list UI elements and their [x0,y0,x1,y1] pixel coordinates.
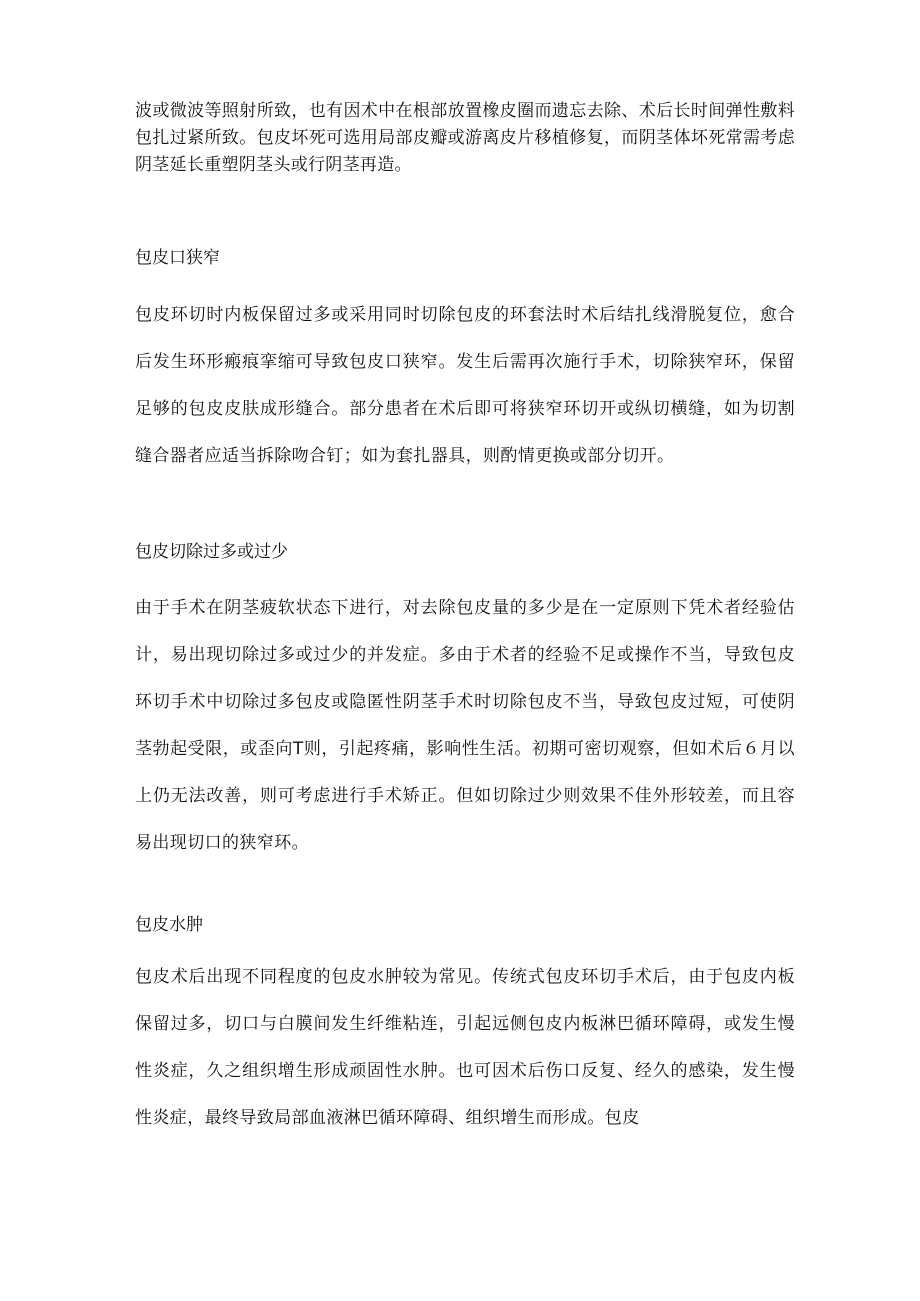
intro-paragraph: 波或微波等照射所致，也有因术中在根部放置橡皮圈而遗忘去除、术后长时间弹性敷料包扎过紧所致。包皮坏死可选用局部皮瓣或游离皮片移植修复，而阴茎体坏死常需考虑阴茎延长重塑阴茎头或行阴茎再造。 [135,101,795,175]
heading-prepuce-stenosis: 包皮口狭窄 [135,248,220,268]
document-page [135,98,795,1142]
paragraph-prepuce-stenosis: 包皮环切时内板保留过多或采用同时切除包皮的环套法时术后结扎线滑脱复位，愈合后发生环形瘢痕挛缩可导致包皮口狭窄。发生后需再次施行手术，切除狭窄环，保留足够的包皮皮肤成形缝合。部分患者在术后即可将狭窄环切开或纵切横缝，如为切割缝合器者应适当拆除吻合钉；如为套扎器具，则酌情更换或部分切开。 [135,305,795,466]
paragraph-excision-amount: 由于手术在阴茎疲软状态下进行，对去除包皮量的多少是在一定原则下凭术者经验估计，易出现切除过多或过少的并发症。多由于术者的经验不足或操作不当，导致包皮环切手术中切除过多包皮或隐匿性阴茎手术时切除包皮不当，导致包皮过短，可使阴茎勃起受限，或歪向Τ则，引起疼痛，影响性生活。初期可密切观察，但如术后６月以上仍无法改善，则可考虑进行手术矫正。但如切除过少则效果不佳外形较差，而且容易出现切口的狭窄环。 [135,598,795,853]
heading-excision-amount: 包皮切除过多或过少 [135,542,288,562]
paragraph-prepuce-edema: 包皮术后出现不同程度的包皮水肿较为常见。传统式包皮环切手术后，由于包皮内板保留过多，切口与白膜间发生纤维粘连，引起远侧包皮内板淋巴循环障碍，或发生慢性炎症，久之组织增生形成顽固性水肿。也可因术后伤口反复、经久的感染，发生慢性炎症，最终导致局部血液淋巴循环障碍、组织增生而形成。包皮 [135,967,795,1128]
heading-prepuce-edema: 包皮水肿 [135,915,203,935]
